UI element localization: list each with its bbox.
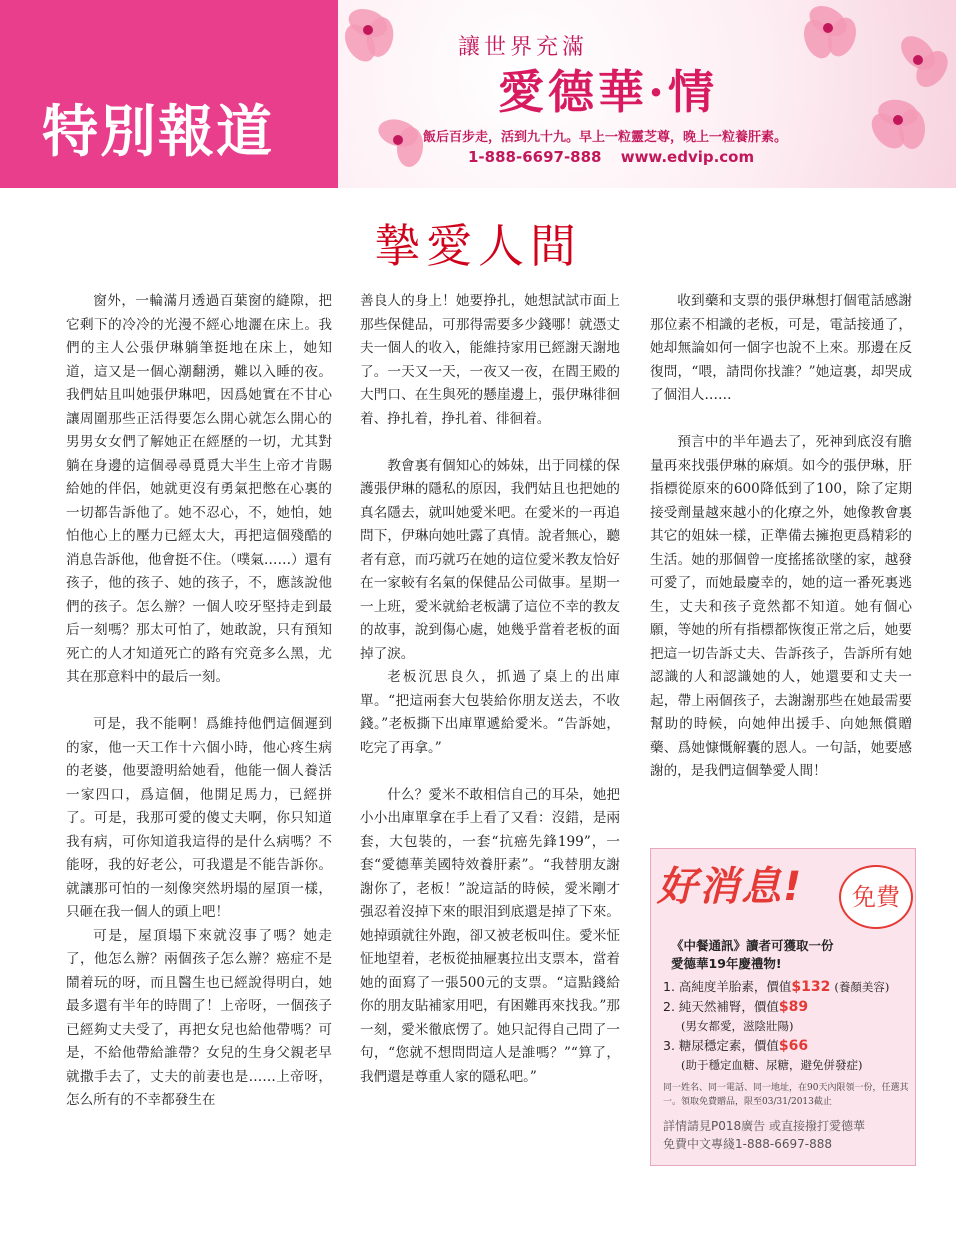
promo-item-price: $132 (791, 979, 831, 995)
brand-tagline: 飯后百步走，活到九十九。早上一粒靈芝尊，晚上一粒養肝素。 (423, 130, 788, 145)
paragraph: 可是，屋頂塌下來就沒事了嗎？她走了，他怎么辦？兩個孩子怎么辦？癌症不是鬧着玩的呀，而且醫生也已經說得明白，她最多還有半年的時間了！上帝呀，一個孩子已經夠丈夫受了，再把女兒也給他帶嗎？可是，不給他帶給誰帶？女兒的生身父親老早就撒手去了，丈夫的前妻也是……上帝呀，怎么所有的不幸都發生在 (66, 927, 332, 1108)
paragraph: 什么？愛米不敢相信自己的耳朵，她把小小出庫單拿在手上看了又看：沒錯，是兩套，大包裝的，一套“抗癌先鋒199”，一套“愛德華美國特效養肝素”。“我替朋友謝謝你了，老板！”說這話的時候，愛米剛才强忍着沒掉下來的眼泪到底還是掉了下來。她掉頭就往外跑，卻又被老板叫住。愛米怔怔地望着，老板從抽屜裏拉出支票本，當着她的面寫了一張500元的支票。“這點錢給你的朋友貼補家用吧，有困難再來找我。”那一刻，愛米徹底愣了。她只記得自己問了一句，“您就不想問問這人是誰嗎？”“算了，我們還是尊重人家的隱私吧。” (360, 786, 620, 1085)
promo-item-list (663, 977, 911, 1075)
paragraph: 收到藥和支票的張伊琳想打個電話感謝那位素不相識的老板，可是，電話接通了，她却無論如何一個字也說不上來。那邊在反復問，“喂，請問你找誰？”她這裏，却哭成了個泪人…… (650, 293, 912, 403)
promo-intro-line: 愛德華19年慶禮物! (671, 956, 782, 971)
promo-item (663, 977, 911, 997)
page-header (0, 0, 956, 188)
promo-headline: 好消息! (657, 864, 804, 910)
promo-item-label: 1. 高純度羊胎素，價值 (663, 979, 792, 994)
promo-item-price: $66 (778, 1038, 809, 1054)
brand-contact (468, 148, 754, 166)
promo-item-note: (男女都愛，滋陰壯陽) (681, 1019, 794, 1033)
free-badge: 免費 (839, 865, 913, 929)
brand-banner (338, 0, 956, 188)
article-column-2 (360, 290, 620, 1113)
promo-item (663, 997, 911, 1017)
promo-footer (663, 1117, 909, 1153)
paragraph: 善良人的身上！她要挣扎，她想試試市面上那些保健品，可那得需要多少錢哪！就憑丈夫一個人的收入，能維持家用已經謝天謝地了。一天又一天，一夜又一夜，在閻王殿的大門口、在生與死的懸崖邊上，張伊琳徘徊着、挣扎着，挣扎着、徘徊着。 (360, 293, 620, 427)
promo-intro-line: 《中餐通訊》讀者可獲取一份 (671, 938, 834, 953)
promo-item-note: (養顏美容) (834, 980, 890, 994)
section-title: 特別報道 (42, 100, 274, 165)
promo-footer-line: 免費中文專綫1-888-6697-888 (663, 1137, 832, 1151)
promo-item-label: 3. 糖尿穩定素，價值 (663, 1038, 779, 1053)
paragraph: 可是，我不能啊！爲維持他們這個遲到的家，他一天工作十六個小時，他心疼生病的老婆，他要證明給她看，他能一個人養活一家四口，爲這個，他開足馬力，已經拼了。可是，我那可愛的傻丈夫啊，你只知道我有病，可你知道我這得的是什么病嗎？不能呀，我的好老公，可我還是不能告訴你。就讓那可怕的一刻像突然坍塌的屋頂一樣，只砸在我一個人的頭上吧！ (66, 716, 332, 920)
phone-number: 1-888-6697-888 (468, 148, 602, 166)
promo-item-note: (助于穩定血糖、尿糖，避免併發症) (681, 1058, 863, 1072)
paragraph: 窗外，一輪滿月透過百葉窗的縫隙，把它剩下的冷冷的光漫不經心地灑在床上。我們的主人公張伊琳躺筆挺地在床上，她知道，這又是一個心潮翻湧，難以入睡的夜。我們姑且叫她張伊琳吧，因爲她實在不甘心讓周圍那些正活得要怎么開心就怎么開心的男男女女們了解她正在經歷的一切，尤其對躺在身邊的這個尋尋覓覓大半生上帝才肯賜給她的伴侶，她就更沒有勇氣把憋在心裏的一切都告訴他了。她不忍心，不，她怕，她怕他心上的壓力已經太大，再把這個殘酷的消息告訴他，他會挺不住。（噗氣……）還有孩子，他的孩子、她的孩子，不，應該說他們的孩子。怎么辦？一個人咬牙堅持走到最后一刻嗎？那太可怕了，她敢說，只有預知死亡的人才知道死亡的路有究竟多么黑，尤其在那意料中的最后一刻。 (66, 293, 332, 685)
article-column-1 (66, 290, 332, 1136)
article-column-3 (650, 290, 912, 807)
brand-slogan: 讓世界充滿 (458, 35, 589, 60)
paragraph: 教會裏有個知心的姊妹，出于同樣的保護張伊琳的隱私的原因，我們姑且也把她的真名隱去，就叫她愛米吧。在愛米的一再追問下，伊琳向她吐露了真情。說者無心，聽者有意，而巧就巧在她的這位愛米教友恰好在一家較有名氣的保健品公司做事。星期一一上班，愛米就給老板講了這位不幸的教友的故事，說到傷心處，她幾乎當着老板的面掉了淚。 (360, 457, 620, 662)
article-title: 摯愛人間 (374, 219, 582, 273)
promo-footer-line: 詳情請見P018廣告 或直接撥打愛德華 (663, 1119, 865, 1133)
brand-name: 愛德華·情 (498, 65, 719, 119)
promo-item (663, 1036, 911, 1056)
promo-box (650, 848, 916, 1166)
section-banner (0, 0, 338, 188)
paragraph: 預言中的半年過去了，死神到底沒有膽量再來找張伊琳的麻煩。如今的張伊琳，肝指標從原來的600降低到了100，除了定期接受劑量越來越小的化療之外，她像教會裏其它的姐妹一樣，正準備去擁抱更爲精彩的生活。她的那個曾一度搖搖欲墜的家，越發可愛了，而她最慶幸的，她的這一番死裏逃生，丈夫和孩子竟然都不知道。她有個心願，等她的所有指標都恢復正常之后，她要把這一切告訴丈夫、告訴孩子，告訴所有她認識的人和認識她的人，她還要和丈夫一起，帶上兩個孩子，去謝謝那些在她最需要幫助的時候，向她伸出援手、向她無償贈藥、爲她慷慨解囊的恩人。一句話，她要感謝的，是我們這個摯愛人間！ (650, 434, 912, 779)
promo-fine-print: 同一姓名、同一電話、同一地址，在90天內限領一份，任選其一。領取免費贈品，限至03/31/2013截止 (663, 1083, 909, 1107)
paragraph: 老板沉思良久，抓過了桌上的出庫單。“把這兩套大包裝給你朋友送去，不收錢。”老板撕下出庫單遞給愛米。“告訴她，吃完了再拿。” (360, 669, 620, 756)
promo-item-price: $89 (778, 999, 809, 1015)
promo-item-label: 2. 純天然補腎，價值 (663, 999, 779, 1014)
promo-intro (671, 937, 834, 973)
website-link[interactable]: www.edvip.com (620, 148, 755, 166)
